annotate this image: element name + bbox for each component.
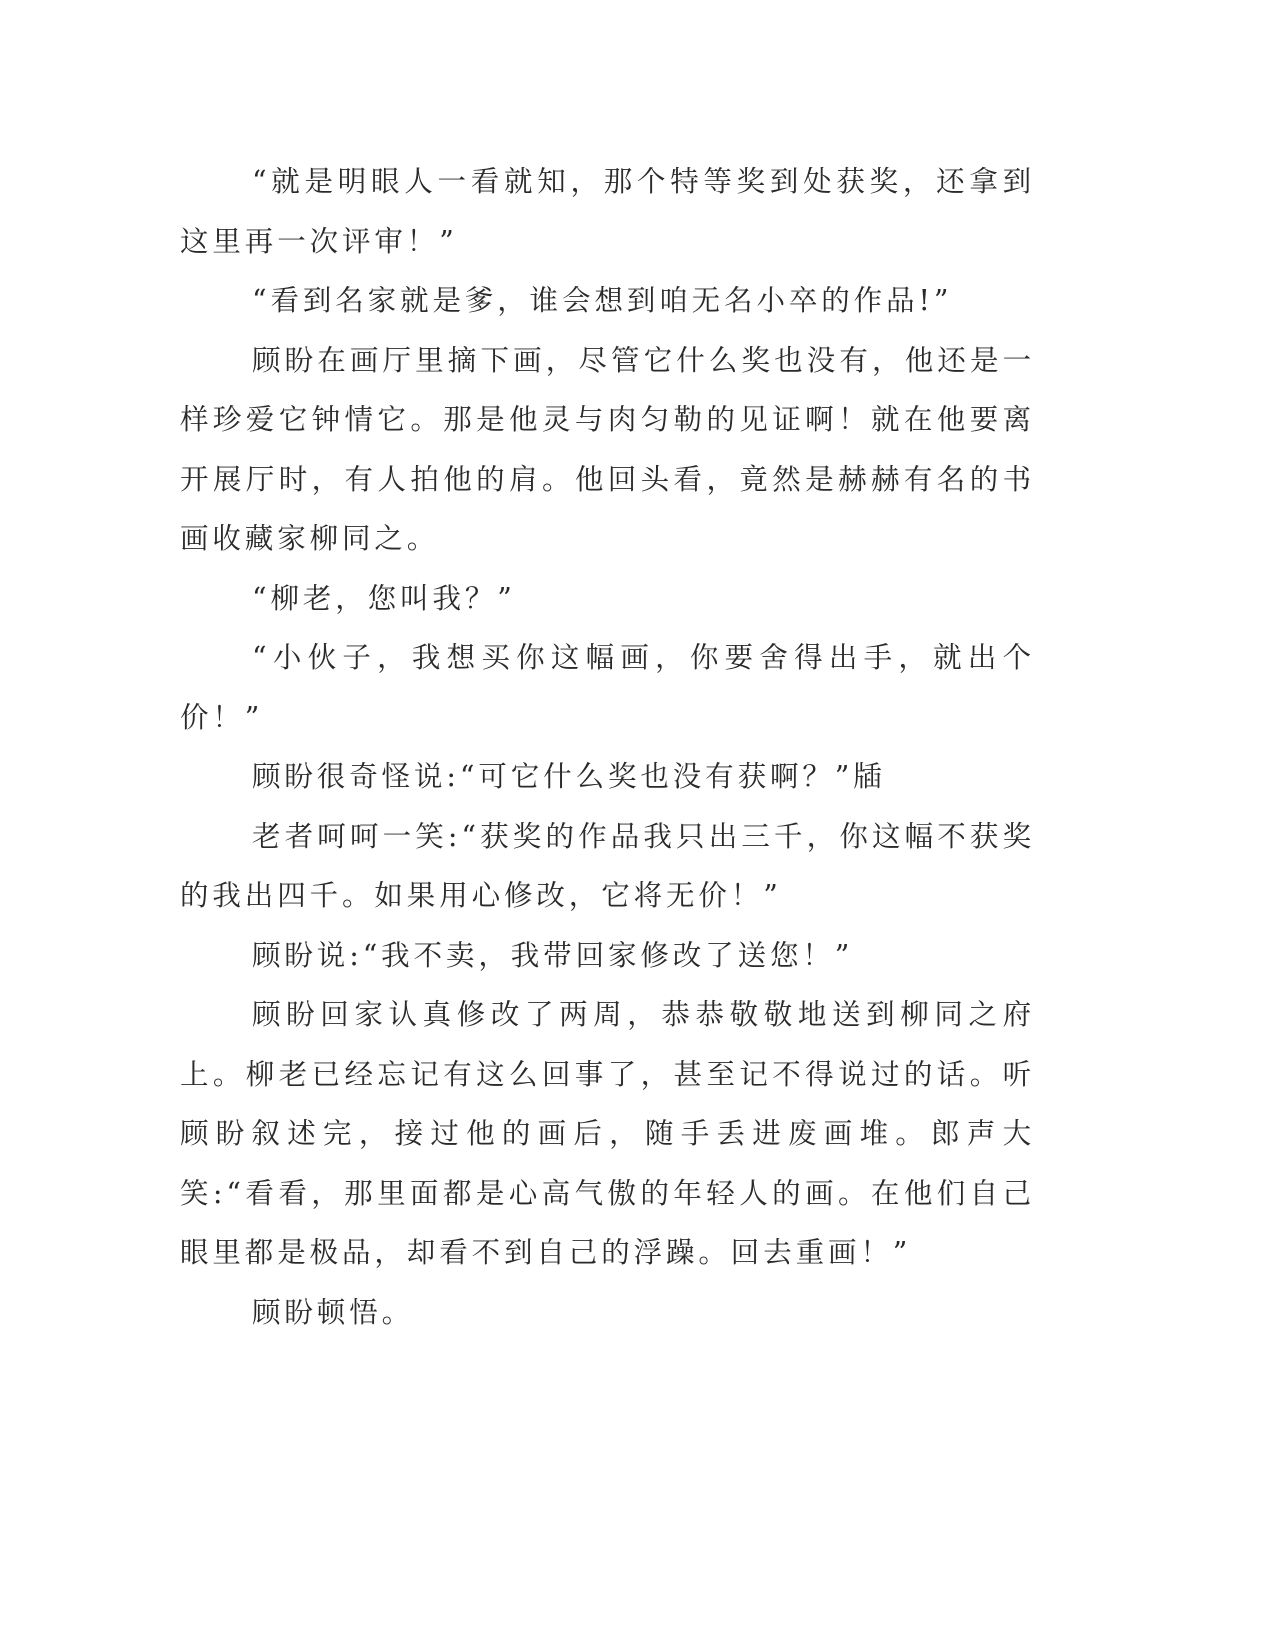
paragraph-3: 顾盼在画厅里摘下画，尽管它什么奖也没有，他还是一样珍爱它钟情它。那是他灵与肉匀勒的见证啊！就在他要离开展厅时，有人拍他的肩。他回头看，竟然是赫赫有名的书画收藏家柳同之。 [180,343,1035,555]
document-body [180,152,1035,1342]
paragraph-2: “看到名家就是爹，谁会想到咱无名小卒的作品!” [252,284,953,317]
paragraph-8: 顾盼说:“我不卖，我带回家修改了送您！” [252,938,854,972]
paragraph-10: 顾盼顿悟。 [252,1295,415,1329]
paragraph-9: 顾盼回家认真修改了两周，恭恭敬敬地送到柳同之府上。柳老已经忘记有这么回事了，甚至记不得说过的话。听顾盼叙述完，接过他的画后，随手丢进废画堆。郎声大笑:“看看，那里面都是心高气傲的年轻人的画。在他们自己眼里都是极品，却看不到自己的浮躁。回去重画！” [180,998,1035,1269]
paragraph-6: 顾盼很奇怪说:“可它什么奖也没有获啊？”牐 [252,760,886,793]
paragraph-1: “就是明眼人一看就知，那个特等奖到处获奖，还拿到这里再一次评审！” [180,165,1035,258]
paragraph-4: “柳老，您叫我？” [252,581,516,615]
paragraph-5: “小伙子，我想买你这幅画，你要舍得出手，就出个价！” [180,641,1035,734]
paragraph-7: 老者呵呵一笑:“获奖的作品我只出三千，你这幅不获奖的我出四千。如果用心修改，它将无价！” [180,819,1035,912]
